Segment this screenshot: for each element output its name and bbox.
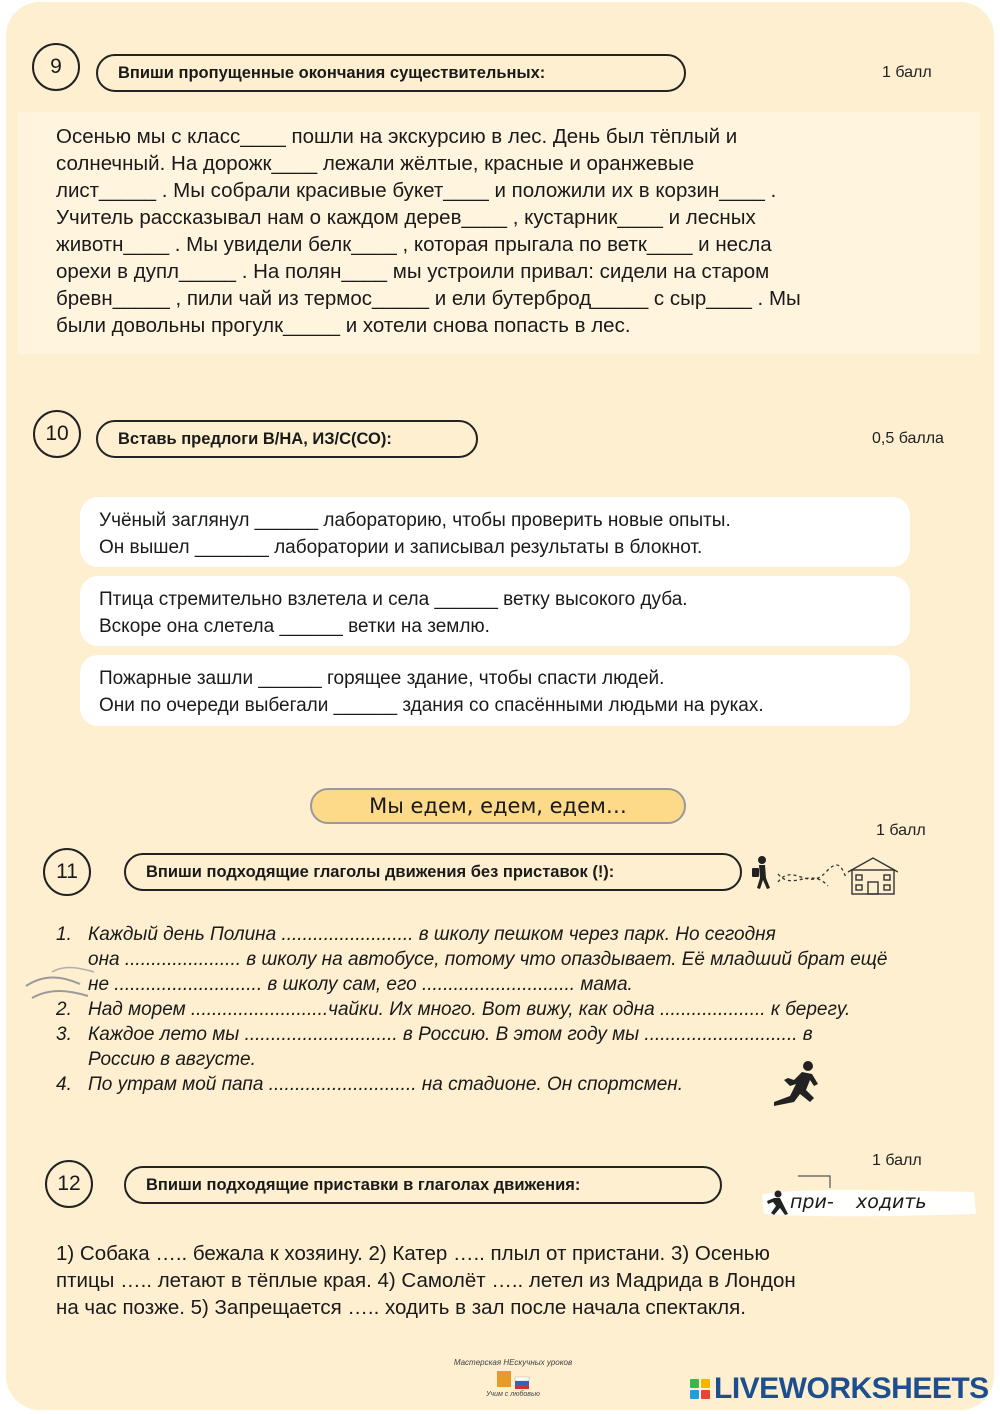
task10-sentence: Учёный заглянул ______ лабораторию, чтобы проверить новые опыты. [99, 510, 731, 531]
liveworksheets-blocks-icon [690, 1379, 710, 1399]
list-item-continuation [56, 947, 888, 972]
list-item [56, 997, 888, 1022]
task9-line: животн____ . Мы увидели белк____ , которая прыгала по ветк____ и несла [56, 233, 772, 256]
list-item [56, 922, 888, 947]
item-number: 3. [56, 1024, 72, 1045]
task12-line: 1) Собака ….. бежала к хозяину. 2) Катер ….. плыл от пристани. 3) Осенью [56, 1242, 770, 1265]
item-number: 2. [56, 999, 72, 1020]
task12-line: на час позже. 5) Запрещается ….. ходить в зал после начала спектакля. [56, 1296, 746, 1319]
task9-instruction: Впиши пропущенные окончания существительных: [96, 54, 686, 92]
task10-sentence: Они по очереди выбегали ______ здания со спасёнными людьми на руках. [99, 695, 764, 716]
task9-line: Осенью мы с класс____ пошли на экскурсию в лес. День был тёплый и [56, 125, 738, 148]
prefix-label: при- [790, 1191, 834, 1213]
task9-line: были довольны прогулк_____ и хотели снова попасть в лес. [56, 314, 631, 337]
task9-number: 9 [32, 43, 80, 91]
task10-card [80, 497, 910, 567]
task11-list [56, 922, 888, 1097]
item-number: 4. [56, 1074, 72, 1095]
liveworksheets-logo[interactable] [690, 1372, 989, 1406]
list-item-continuation [56, 972, 888, 997]
item-line: она ...................... в школу на автобусе, потому что опаздывает. Её младший брат ещё [88, 949, 888, 970]
task11-number: 11 [43, 848, 91, 896]
author-logo-subtitle: Учим с любовью [486, 1391, 540, 1398]
item-line: Каждый день Полина ......................... в школу пешком через парк. Но сегодня [88, 924, 776, 945]
author-logo-title: Мастерская НЕскучных уроков [453, 1358, 573, 1367]
task12-text [56, 1240, 796, 1321]
task11-instruction: Впиши подходящие глаголы движения без приставок (!): [124, 853, 742, 891]
item-line: Каждое лето мы ............................. в Россию. В этом году мы ............................. в [88, 1024, 813, 1045]
task9-points: 1 балл [882, 64, 932, 81]
task12-points: 1 балл [872, 1152, 922, 1169]
task11-points: 1 балл [876, 822, 926, 839]
task9-line: Учитель рассказывал нам о каждом дерев____ , кустарник____ и лесных [56, 206, 756, 229]
task9-line: солнечный. На дорожк____ лежали жёлтые, красные и оранжевые [56, 152, 695, 175]
prefix-illustration [760, 1172, 980, 1222]
item-number: 1. [56, 924, 72, 945]
task9-text [56, 123, 801, 339]
runner-icon [768, 1058, 828, 1110]
task10-card [80, 655, 910, 726]
book-flag-icon [493, 1369, 533, 1391]
task10-sentence: Он вышел _______ лаборатории и записывал результаты в блокнот. [99, 537, 703, 558]
task12-number: 12 [45, 1160, 93, 1208]
verb-label: ходить [856, 1191, 927, 1213]
task10-sentence: Вскоре она слетела ______ ветки на землю. [99, 616, 490, 637]
item-line: Россию в августе. [88, 1049, 256, 1070]
item-line: По утрам мой папа ............................ на стадионе. Он спортсмен. [88, 1074, 684, 1095]
list-item [56, 1022, 888, 1047]
list-item-continuation [56, 1047, 888, 1072]
task10-number: 10 [33, 410, 81, 458]
task9-line: орехи в дупл_____ . На полян____ мы устроили привал: сидели на старом [56, 260, 770, 283]
walking-to-school-icon [748, 852, 898, 900]
section-title: Мы едем, едем, едем… [310, 788, 686, 824]
task10-points: 0,5 балла [872, 430, 944, 447]
task10-sentence: Пожарные зашли ______ горящее здание, чтобы спасти людей. [99, 668, 665, 689]
task10-instruction: Вставь предлоги В/НА, ИЗ/С(СО): [96, 420, 478, 458]
task10-card [80, 576, 910, 646]
list-item [56, 1072, 888, 1097]
item-line: Над морем ..........................чайки. Их много. Вот вижу, как одна .................... к берегу. [88, 999, 851, 1020]
task9-line: бревн_____ , пили чай из термос_____ и ели бутерброд_____ с сыр____ . Мы [56, 287, 801, 310]
item-line: не ............................ в школу сам, его ............................. мама. [88, 974, 633, 995]
liveworksheets-brand: LIVEWORKSHEETS [714, 1372, 989, 1405]
task12-instruction: Впиши подходящие приставки в глаголах движения: [124, 1166, 722, 1204]
task12-line: птицы ….. летают в тёплые края. 4) Самолёт ….. летел из Мадрида в Лондон [56, 1269, 796, 1292]
task10-sentence: Птица стремительно взлетела и села ______ ветку высокого дуба. [99, 589, 688, 610]
task9-line: лист_____ . Мы собрали красивые букет____ и положили их в корзин____ . [56, 179, 777, 202]
author-logo [448, 1358, 578, 1408]
